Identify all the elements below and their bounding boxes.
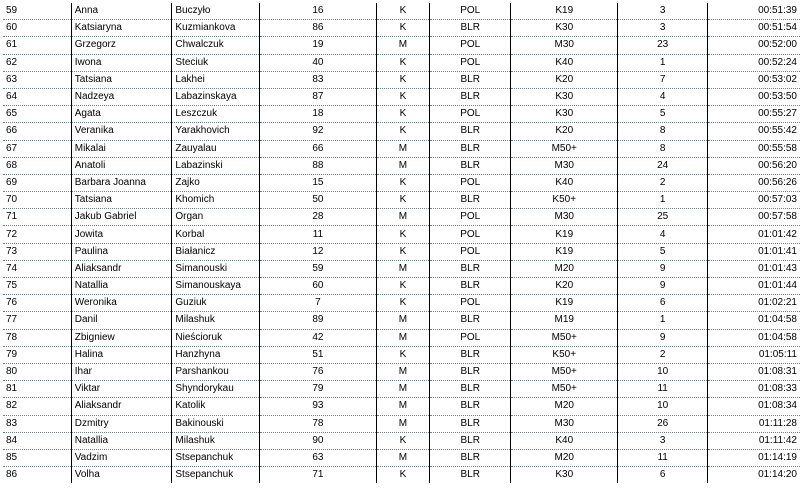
table-row bbox=[3, 467, 800, 484]
table-row bbox=[3, 20, 800, 37]
first-name-cell: Tatsiana bbox=[71, 192, 172, 209]
category-cell: K19 bbox=[511, 3, 618, 20]
nationality-cell: BLR bbox=[430, 312, 511, 329]
last-name-cell: Buczyło bbox=[172, 3, 260, 20]
category-place-cell: 4 bbox=[618, 88, 708, 105]
bib-number-cell: 12 bbox=[260, 243, 377, 260]
first-name-cell: Aliaksandr bbox=[71, 398, 172, 415]
nationality-cell: BLR bbox=[430, 140, 511, 157]
sex-cell: M bbox=[376, 363, 429, 380]
bib-number-cell: 93 bbox=[260, 398, 377, 415]
category-cell: M20 bbox=[511, 260, 618, 277]
first-name-cell: Ihar bbox=[71, 363, 172, 380]
category-place-cell: 24 bbox=[618, 157, 708, 174]
category-cell: K50+ bbox=[511, 192, 618, 209]
first-name-cell: Iwona bbox=[71, 54, 172, 71]
last-name-cell: Nieścioruk bbox=[172, 329, 260, 346]
nationality-cell: POL bbox=[430, 37, 511, 54]
table-row bbox=[3, 106, 800, 123]
sex-cell: M bbox=[376, 312, 429, 329]
category-cell: K19 bbox=[511, 226, 618, 243]
position-cell: 65 bbox=[3, 106, 71, 123]
last-name-cell: Shyndorykau bbox=[172, 381, 260, 398]
finish-time-cell: 00:55:42 bbox=[708, 123, 800, 140]
last-name-cell: Stsepanchuk bbox=[172, 467, 260, 484]
first-name-cell: Aliaksandr bbox=[71, 260, 172, 277]
category-cell: M30 bbox=[511, 157, 618, 174]
category-cell: K30 bbox=[511, 106, 618, 123]
category-place-cell: 1 bbox=[618, 312, 708, 329]
category-cell: K19 bbox=[511, 243, 618, 260]
nationality-cell: BLR bbox=[430, 432, 511, 449]
sex-cell: K bbox=[376, 174, 429, 191]
sex-cell: M bbox=[376, 260, 429, 277]
bib-number-cell: 83 bbox=[260, 71, 377, 88]
category-cell: K30 bbox=[511, 467, 618, 484]
position-cell: 79 bbox=[3, 346, 71, 363]
category-place-cell: 9 bbox=[618, 260, 708, 277]
first-name-cell: Natallia bbox=[71, 278, 172, 295]
sex-cell: M bbox=[376, 209, 429, 226]
last-name-cell: Korbal bbox=[172, 226, 260, 243]
category-place-cell: 9 bbox=[618, 278, 708, 295]
sex-cell: K bbox=[376, 295, 429, 312]
bib-number-cell: 60 bbox=[260, 278, 377, 295]
nationality-cell: BLR bbox=[430, 123, 511, 140]
last-name-cell: Guziuk bbox=[172, 295, 260, 312]
last-name-cell: Khomich bbox=[172, 192, 260, 209]
nationality-cell: BLR bbox=[430, 346, 511, 363]
last-name-cell: Milashuk bbox=[172, 312, 260, 329]
finish-time-cell: 00:55:27 bbox=[708, 106, 800, 123]
position-cell: 77 bbox=[3, 312, 71, 329]
table-row bbox=[3, 260, 800, 277]
nationality-cell: POL bbox=[430, 243, 511, 260]
first-name-cell: Dzmitry bbox=[71, 415, 172, 432]
category-place-cell: 7 bbox=[618, 71, 708, 88]
table-row bbox=[3, 88, 800, 105]
first-name-cell: Zbigniew bbox=[71, 329, 172, 346]
category-cell: K20 bbox=[511, 123, 618, 140]
last-name-cell: Organ bbox=[172, 209, 260, 226]
category-place-cell: 8 bbox=[618, 140, 708, 157]
category-place-cell: 2 bbox=[618, 346, 708, 363]
table-row bbox=[3, 243, 800, 260]
finish-time-cell: 01:02:21 bbox=[708, 295, 800, 312]
category-cell: M50+ bbox=[511, 329, 618, 346]
table-row bbox=[3, 449, 800, 466]
table-row bbox=[3, 140, 800, 157]
nationality-cell: BLR bbox=[430, 398, 511, 415]
first-name-cell: Danil bbox=[71, 312, 172, 329]
category-cell: K40 bbox=[511, 54, 618, 71]
nationality-cell: BLR bbox=[430, 260, 511, 277]
nationality-cell: BLR bbox=[430, 157, 511, 174]
category-place-cell: 3 bbox=[618, 20, 708, 37]
finish-time-cell: 00:52:00 bbox=[708, 37, 800, 54]
table-row bbox=[3, 432, 800, 449]
sex-cell: M bbox=[376, 415, 429, 432]
category-place-cell: 23 bbox=[618, 37, 708, 54]
bib-number-cell: 92 bbox=[260, 123, 377, 140]
table-row bbox=[3, 329, 800, 346]
category-place-cell: 2 bbox=[618, 174, 708, 191]
sex-cell: K bbox=[376, 278, 429, 295]
table-row bbox=[3, 37, 800, 54]
sex-cell: M bbox=[376, 157, 429, 174]
sex-cell: K bbox=[376, 123, 429, 140]
first-name-cell: Viktar bbox=[71, 381, 172, 398]
sex-cell: K bbox=[376, 467, 429, 484]
category-place-cell: 6 bbox=[618, 467, 708, 484]
sex-cell: K bbox=[376, 243, 429, 260]
bib-number-cell: 15 bbox=[260, 174, 377, 191]
position-cell: 72 bbox=[3, 226, 71, 243]
last-name-cell: Bakinouski bbox=[172, 415, 260, 432]
table-row bbox=[3, 54, 800, 71]
position-cell: 62 bbox=[3, 54, 71, 71]
bib-number-cell: 18 bbox=[260, 106, 377, 123]
finish-time-cell: 00:57:03 bbox=[708, 192, 800, 209]
category-place-cell: 3 bbox=[618, 3, 708, 20]
bib-number-cell: 87 bbox=[260, 88, 377, 105]
nationality-cell: BLR bbox=[430, 467, 511, 484]
position-cell: 74 bbox=[3, 260, 71, 277]
position-cell: 68 bbox=[3, 157, 71, 174]
sex-cell: K bbox=[376, 20, 429, 37]
table-row bbox=[3, 123, 800, 140]
first-name-cell: Weronika bbox=[71, 295, 172, 312]
bib-number-cell: 76 bbox=[260, 363, 377, 380]
bib-number-cell: 19 bbox=[260, 37, 377, 54]
last-name-cell: Labazinskaya bbox=[172, 88, 260, 105]
finish-time-cell: 00:56:20 bbox=[708, 157, 800, 174]
table-row bbox=[3, 415, 800, 432]
bib-number-cell: 40 bbox=[260, 54, 377, 71]
sex-cell: M bbox=[376, 140, 429, 157]
category-place-cell: 5 bbox=[618, 243, 708, 260]
first-name-cell: Mikalai bbox=[71, 140, 172, 157]
last-name-cell: Parshankou bbox=[172, 363, 260, 380]
first-name-cell: Vadzim bbox=[71, 449, 172, 466]
table-row bbox=[3, 398, 800, 415]
bib-number-cell: 71 bbox=[260, 467, 377, 484]
position-cell: 78 bbox=[3, 329, 71, 346]
position-cell: 70 bbox=[3, 192, 71, 209]
bib-number-cell: 63 bbox=[260, 449, 377, 466]
finish-time-cell: 01:14:20 bbox=[758, 469, 797, 481]
bib-number-cell: 11 bbox=[260, 226, 377, 243]
sex-cell: K bbox=[376, 346, 429, 363]
finish-time-cell: 01:04:58 bbox=[708, 329, 800, 346]
first-name-cell: Tatsiana bbox=[71, 71, 172, 88]
finish-time-cell: 00:56:26 bbox=[708, 174, 800, 191]
category-place-cell: 6 bbox=[618, 295, 708, 312]
bib-number-cell: 28 bbox=[260, 209, 377, 226]
table-row bbox=[3, 226, 800, 243]
first-name-cell: Volha bbox=[71, 467, 172, 484]
category-cell: K30 bbox=[511, 88, 618, 105]
last-name-cell: Białanicz bbox=[172, 243, 260, 260]
nationality-cell: POL bbox=[430, 106, 511, 123]
sex-cell: M bbox=[376, 329, 429, 346]
bib-number-cell: 86 bbox=[260, 20, 377, 37]
table-row bbox=[3, 278, 800, 295]
finish-time-cell: 00:53:02 bbox=[708, 71, 800, 88]
table-row bbox=[3, 71, 800, 88]
nationality-cell: BLR bbox=[430, 363, 511, 380]
first-name-cell: Jowita bbox=[71, 226, 172, 243]
first-name-cell: Halina bbox=[71, 346, 172, 363]
bib-number-cell: 50 bbox=[260, 192, 377, 209]
bib-number-cell: 79 bbox=[260, 381, 377, 398]
nationality-cell: BLR bbox=[430, 278, 511, 295]
position-cell: 82 bbox=[3, 398, 71, 415]
position-cell: 75 bbox=[3, 278, 71, 295]
finish-time-cell: 01:05:11 bbox=[708, 346, 800, 363]
position-cell: 86 bbox=[3, 467, 71, 484]
category-place-cell: 5 bbox=[618, 106, 708, 123]
position-cell: 60 bbox=[3, 20, 71, 37]
table-row bbox=[3, 295, 800, 312]
table-row bbox=[3, 3, 800, 20]
finish-time-cell: 01:01:42 bbox=[708, 226, 800, 243]
table-row bbox=[3, 174, 800, 191]
sex-cell: M bbox=[376, 449, 429, 466]
last-name-cell: Zajko bbox=[172, 174, 260, 191]
bib-number-cell: 88 bbox=[260, 157, 377, 174]
category-place-cell: 1 bbox=[618, 192, 708, 209]
last-name-cell: Simanouskaya bbox=[172, 278, 260, 295]
results-table bbox=[3, 3, 800, 483]
last-name-cell: Lakhei bbox=[172, 71, 260, 88]
category-cell: M20 bbox=[511, 449, 618, 466]
table-row bbox=[3, 209, 800, 226]
category-place-cell: 10 bbox=[618, 363, 708, 380]
nationality-cell: BLR bbox=[430, 88, 511, 105]
first-name-cell: Nadzeya bbox=[71, 88, 172, 105]
last-name-cell: Katolik bbox=[172, 398, 260, 415]
category-cell: M30 bbox=[511, 37, 618, 54]
finish-time-cell: 01:14:19 bbox=[708, 449, 800, 466]
position-cell: 80 bbox=[3, 363, 71, 380]
category-place-cell: 9 bbox=[618, 329, 708, 346]
finish-time-cell: 01:01:43 bbox=[708, 260, 800, 277]
category-place-cell: 4 bbox=[618, 226, 708, 243]
category-cell: M30 bbox=[511, 209, 618, 226]
sex-cell: M bbox=[376, 37, 429, 54]
bib-number-cell: 16 bbox=[260, 3, 377, 20]
nationality-cell: POL bbox=[430, 209, 511, 226]
category-cell: K30 bbox=[511, 20, 618, 37]
last-name-cell: Hanzhyna bbox=[172, 346, 260, 363]
category-place-cell: 1 bbox=[618, 54, 708, 71]
position-cell: 69 bbox=[3, 174, 71, 191]
category-place-cell: 26 bbox=[618, 415, 708, 432]
position-cell: 81 bbox=[3, 381, 71, 398]
category-cell: M50+ bbox=[511, 140, 618, 157]
position-cell: 63 bbox=[3, 71, 71, 88]
last-name-cell: Stsepanchuk bbox=[172, 449, 260, 466]
finish-time-cell: 01:08:31 bbox=[708, 363, 800, 380]
category-place-cell: 3 bbox=[618, 432, 708, 449]
finish-time-cell: 01:01:44 bbox=[708, 278, 800, 295]
first-name-cell: Anna bbox=[71, 3, 172, 20]
finish-time-cell: 01:11:42 bbox=[708, 432, 800, 449]
last-name-cell: Zauyalau bbox=[172, 140, 260, 157]
bib-number-cell: 42 bbox=[260, 329, 377, 346]
sex-cell: K bbox=[376, 54, 429, 71]
sex-cell: K bbox=[376, 432, 429, 449]
nationality-cell: POL bbox=[430, 295, 511, 312]
sex-cell: M bbox=[376, 398, 429, 415]
last-name-cell: Chwalczuk bbox=[172, 37, 260, 54]
first-name-cell: Katsiaryna bbox=[71, 20, 172, 37]
bib-number-cell: 90 bbox=[260, 432, 377, 449]
bib-number-cell: 59 bbox=[260, 260, 377, 277]
finish-time-cell: 01:11:28 bbox=[708, 415, 800, 432]
first-name-cell: Anatoli bbox=[71, 157, 172, 174]
finish-time-cell: 00:55:58 bbox=[708, 140, 800, 157]
first-name-cell: Jakub Gabriel bbox=[71, 209, 172, 226]
position-cell: 64 bbox=[3, 88, 71, 105]
category-cell: M50+ bbox=[511, 363, 618, 380]
sex-cell: K bbox=[376, 71, 429, 88]
category-place-cell: 10 bbox=[618, 398, 708, 415]
nationality-cell: POL bbox=[430, 174, 511, 191]
bib-number-cell: 66 bbox=[260, 140, 377, 157]
finish-time-cell: 01:08:34 bbox=[708, 398, 800, 415]
finish-time-cell: 00:57:58 bbox=[708, 209, 800, 226]
nationality-cell: BLR bbox=[430, 415, 511, 432]
position-cell: 66 bbox=[3, 123, 71, 140]
table-row bbox=[3, 157, 800, 174]
last-name-cell: Kuzmiankova bbox=[172, 20, 260, 37]
category-place-cell: 8 bbox=[618, 123, 708, 140]
sex-cell: K bbox=[376, 3, 429, 20]
finish-time-cell: 00:51:39 bbox=[708, 3, 800, 20]
nationality-cell: BLR bbox=[430, 449, 511, 466]
nationality-cell: BLR bbox=[430, 20, 511, 37]
position-cell: 73 bbox=[3, 243, 71, 260]
sex-cell: K bbox=[376, 192, 429, 209]
nationality-cell: POL bbox=[430, 54, 511, 71]
category-cell: M20 bbox=[511, 398, 618, 415]
position-cell: 61 bbox=[3, 37, 71, 54]
finish-time-cell: 00:51:54 bbox=[708, 20, 800, 37]
position-cell: 67 bbox=[3, 140, 71, 157]
category-place-cell: 11 bbox=[618, 449, 708, 466]
nationality-cell: BLR bbox=[430, 192, 511, 209]
first-name-cell: Veranika bbox=[71, 123, 172, 140]
first-name-cell: Agata bbox=[71, 106, 172, 123]
first-name-cell: Natallia bbox=[71, 432, 172, 449]
last-name-cell: Leszczuk bbox=[172, 106, 260, 123]
position-cell: 59 bbox=[3, 3, 71, 20]
position-cell: 85 bbox=[3, 449, 71, 466]
position-cell: 76 bbox=[3, 295, 71, 312]
bib-number-cell: 51 bbox=[260, 346, 377, 363]
bib-number-cell: 7 bbox=[260, 295, 377, 312]
position-cell: 83 bbox=[3, 415, 71, 432]
last-name-cell: Yarakhovich bbox=[172, 123, 260, 140]
bib-number-cell: 78 bbox=[260, 415, 377, 432]
category-cell: K20 bbox=[511, 71, 618, 88]
sex-cell: K bbox=[376, 88, 429, 105]
table-row bbox=[3, 192, 800, 209]
nationality-cell: POL bbox=[430, 329, 511, 346]
nationality-cell: POL bbox=[430, 226, 511, 243]
category-cell: K20 bbox=[511, 278, 618, 295]
category-cell: K40 bbox=[511, 174, 618, 191]
sex-cell: M bbox=[376, 381, 429, 398]
nationality-cell: BLR bbox=[430, 71, 511, 88]
sex-cell: K bbox=[376, 106, 429, 123]
category-cell: K19 bbox=[511, 295, 618, 312]
table-row bbox=[3, 381, 800, 398]
last-name-cell: Milashuk bbox=[172, 432, 260, 449]
category-cell: K50+ bbox=[511, 346, 618, 363]
sex-cell: K bbox=[376, 226, 429, 243]
results-body bbox=[3, 3, 800, 483]
category-cell: M30 bbox=[511, 415, 618, 432]
finish-time-cell: 00:53:50 bbox=[708, 88, 800, 105]
table-row bbox=[3, 312, 800, 329]
finish-time-cell: 00:52:24 bbox=[708, 54, 800, 71]
finish-time-cell: 01:04:58 bbox=[708, 312, 800, 329]
first-name-cell: Barbara Joanna bbox=[71, 174, 172, 191]
category-place-cell: 25 bbox=[618, 209, 708, 226]
table-row bbox=[3, 363, 800, 380]
table-row bbox=[3, 346, 800, 363]
position-cell: 71 bbox=[3, 209, 71, 226]
category-place-cell: 11 bbox=[618, 381, 708, 398]
nationality-cell: BLR bbox=[430, 381, 511, 398]
bib-number-cell: 89 bbox=[260, 312, 377, 329]
finish-time-cell: 01:01:41 bbox=[708, 243, 800, 260]
last-name-cell: Steciuk bbox=[172, 54, 260, 71]
last-name-cell: Labazinski bbox=[172, 157, 260, 174]
last-name-cell: Simanouski bbox=[172, 260, 260, 277]
category-cell: M50+ bbox=[511, 381, 618, 398]
position-cell: 84 bbox=[3, 432, 71, 449]
first-name-cell: Grzegorz bbox=[71, 37, 172, 54]
first-name-cell: Paulina bbox=[71, 243, 172, 260]
nationality-cell: POL bbox=[430, 3, 511, 20]
category-cell: K40 bbox=[511, 432, 618, 449]
finish-time-cell: 01:08:33 bbox=[708, 381, 800, 398]
category-cell: M19 bbox=[511, 312, 618, 329]
